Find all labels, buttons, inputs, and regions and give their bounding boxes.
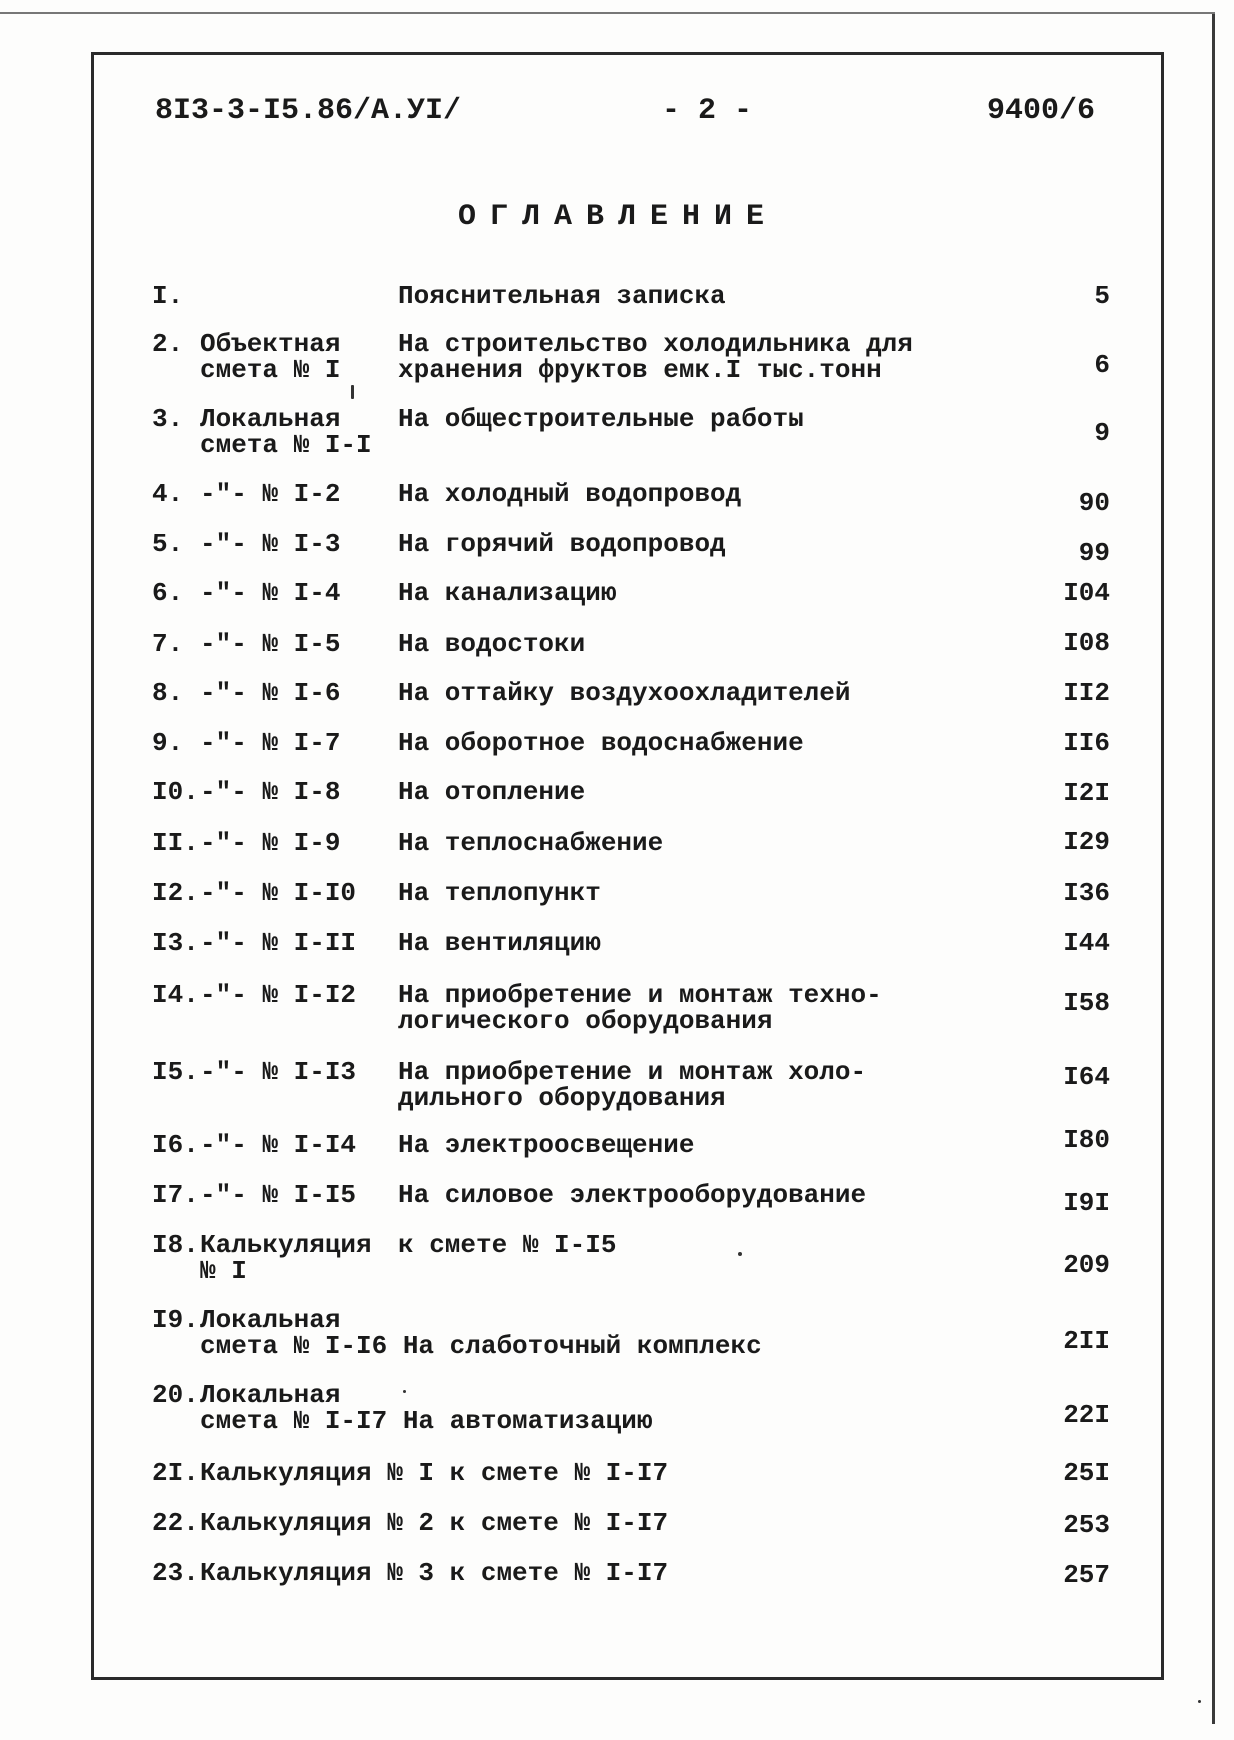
toc-entry-reference: -"- № I-5 xyxy=(200,629,341,659)
toc-entry-page: 9 xyxy=(1094,418,1110,448)
toc-entry-description: На водостоки xyxy=(398,629,586,659)
toc-entry-reference: -"- № I-2 xyxy=(200,479,341,509)
toc-entry-page: II2 xyxy=(1063,678,1110,708)
toc-entry-description: На вентиляцию xyxy=(398,928,601,958)
toc-entry-reference: -"- № I-I5 xyxy=(200,1180,357,1210)
toc-entry-number: 5. xyxy=(152,529,184,559)
toc-entry-description: На оборотное водоснабжение xyxy=(398,728,804,758)
toc-entry-reference: -"- № I-6 xyxy=(200,678,341,708)
toc-entry-page: I36 xyxy=(1063,878,1110,908)
scan-speck xyxy=(403,1390,406,1393)
toc-entry-number: I5. xyxy=(152,1057,199,1087)
toc-entry-description: На строительство холодильника для хранения фруктов емк.I тыс.тонн xyxy=(398,329,913,385)
toc-entry-page: I9I xyxy=(1063,1188,1110,1218)
toc-entry-number: 2I. xyxy=(152,1458,199,1488)
toc-entry-number: 20. xyxy=(152,1380,199,1410)
toc-entry-number: I0. xyxy=(152,777,199,807)
toc-entry-number: II. xyxy=(152,828,199,858)
toc-entry-reference: Калькуляция № 2 к смете № I-I7 xyxy=(200,1508,669,1538)
toc-entry-page: 90 xyxy=(1078,488,1110,518)
toc-entry-description: На приобретение и монтаж техно- логического оборудования xyxy=(398,980,882,1036)
toc-entry-reference: Локальная смета № I-I6 На слаботочный комплекс xyxy=(200,1305,762,1361)
toc-entry-page: 5 xyxy=(1094,281,1110,311)
toc-entry-reference: Калькуляция № 3 к смете № I-I7 xyxy=(200,1558,669,1588)
toc-entry-description: На горячий водопровод xyxy=(398,529,726,559)
toc-entry-reference: -"- № I-I0 xyxy=(200,878,357,908)
toc-entry-description: На приобретение и монтаж холо- дильного оборудования xyxy=(398,1057,867,1113)
toc-entry-number: 8. xyxy=(152,678,184,708)
toc-entry-reference: -"- № I-I4 xyxy=(200,1130,357,1160)
toc-entry-description: На электроосвещение xyxy=(398,1130,695,1160)
toc-entry-reference: Калькуляция № I к смете № I-I7 xyxy=(200,1458,669,1488)
toc-entry-page: 257 xyxy=(1063,1560,1110,1590)
toc-entry-reference: -"- № I-II xyxy=(200,928,357,958)
page-marker: - 2 - xyxy=(662,94,753,128)
toc-entry-reference: -"- № I-4 xyxy=(200,578,341,608)
toc-entry-page: 99 xyxy=(1078,538,1110,568)
toc-entry-number: 3. xyxy=(152,404,184,434)
scan-speck xyxy=(351,385,354,399)
toc-entry-page: I80 xyxy=(1063,1125,1110,1155)
toc-entry-description: Пояснительная записка xyxy=(398,281,726,311)
toc-entry-number: 6. xyxy=(152,578,184,608)
toc-entry-number: I7. xyxy=(152,1180,199,1210)
toc-entry-reference: Локальная смета № I-I xyxy=(200,404,372,460)
toc-entry-number: 9. xyxy=(152,728,184,758)
scan-speck xyxy=(738,1252,742,1256)
toc-entry-number: I9. xyxy=(152,1305,199,1335)
toc-entry-number: I4. xyxy=(152,980,199,1010)
toc-entry-page: I2I xyxy=(1063,778,1110,808)
document-code: 8I3-3-I5.86/А.УI/ xyxy=(155,94,462,128)
toc-entry-page: II6 xyxy=(1063,728,1110,758)
toc-entry-number: 23. xyxy=(152,1558,199,1588)
scan-speck xyxy=(1198,1700,1201,1703)
page-title: ОГЛАВЛЕНИЕ xyxy=(458,200,779,234)
toc-entry-description: На оттайку воздухоохладителей xyxy=(398,678,851,708)
toc-entry-number: 2. xyxy=(152,329,184,359)
toc-entry-number: I. xyxy=(152,281,184,311)
toc-entry-number: 7. xyxy=(152,629,184,659)
toc-entry-number: 22. xyxy=(152,1508,199,1538)
toc-entry-description: На общестроительные работы xyxy=(398,404,804,434)
toc-entry-reference: Объектная смета № I xyxy=(200,329,341,385)
toc-entry-description: На силовое электрооборудование xyxy=(398,1180,867,1210)
toc-entry-reference: -"- № I-9 xyxy=(200,828,341,858)
toc-entry-reference: -"- № I-7 xyxy=(200,728,341,758)
toc-entry-reference: Локальная смета № I-I7 На автоматизацию xyxy=(200,1380,653,1436)
toc-entry-description: На отопление xyxy=(398,777,586,807)
toc-entry-description: к смете № I-I5 xyxy=(398,1230,617,1260)
scan-edge-top xyxy=(0,12,1215,14)
toc-entry-page: 25I xyxy=(1063,1458,1110,1488)
toc-entry-description: На канализацию xyxy=(398,578,617,608)
toc-entry-description: На холодный водопровод xyxy=(398,479,742,509)
toc-entry-description: На теплопункт xyxy=(398,878,601,908)
toc-entry-page: 2II xyxy=(1063,1326,1110,1356)
toc-entry-reference: Калькуляция № I xyxy=(200,1230,372,1286)
toc-entry-page: 253 xyxy=(1063,1510,1110,1540)
toc-entry-reference: -"- № I-I3 xyxy=(200,1057,357,1087)
scan-edge-right xyxy=(1212,14,1215,1724)
toc-entry-number: I6. xyxy=(152,1130,199,1160)
toc-entry-number: I8. xyxy=(152,1230,199,1260)
toc-entry-page: I29 xyxy=(1063,827,1110,857)
toc-entry-page: I04 xyxy=(1063,578,1110,608)
document-number: 9400/6 xyxy=(987,94,1096,128)
toc-entry-reference: -"- № I-8 xyxy=(200,777,341,807)
toc-entry-page: I44 xyxy=(1063,928,1110,958)
toc-entry-number: I2. xyxy=(152,878,199,908)
toc-entry-number: 4. xyxy=(152,479,184,509)
toc-entry-number: I3. xyxy=(152,928,199,958)
toc-entry-page: I58 xyxy=(1063,988,1110,1018)
toc-entry-page: 22I xyxy=(1063,1400,1110,1430)
toc-entry-page: 209 xyxy=(1063,1250,1110,1280)
toc-entry-page: I64 xyxy=(1063,1062,1110,1092)
toc-entry-reference: -"- № I-3 xyxy=(200,529,341,559)
toc-entry-reference: -"- № I-I2 xyxy=(200,980,357,1010)
toc-entry-page: 6 xyxy=(1094,350,1110,380)
toc-entry-description: На теплоснабжение xyxy=(398,828,664,858)
toc-entry-page: I08 xyxy=(1063,628,1110,658)
